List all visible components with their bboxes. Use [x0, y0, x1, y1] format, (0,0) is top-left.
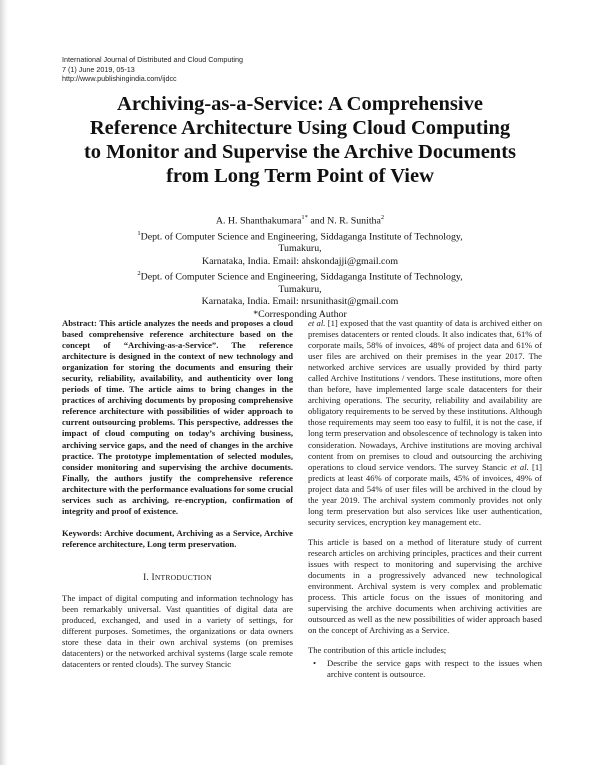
- right-paragraph-1: [308, 318, 542, 528]
- title-line-3: to Monitor and Supervise the Archive Documents: [83, 141, 516, 163]
- authors-block: [120, 212, 480, 321]
- page-edge-shadow: [0, 0, 8, 765]
- bullet-dot: •: [313, 658, 317, 669]
- citation-etal: et al.: [308, 318, 326, 328]
- right-paragraph-1-text: [1] exposed that the vast quantity of data is archived either on premises datacenters or rented clouds. It also indicates that, 61% of corporate mails, 58% of invoices, 48% of project data and 61% of user files are archived on their premises in the year 2017. The networked archive services are usually provided by third party called Archive Institutions / vendors. These institutions, more often than before, have implemented large scale datacenters for their archiving operations. The security, reliability and availability are obligatory requirements to be served by these institutions. Although those requirements may seem too easy to fulfil, it is not the case, if long term preservation and obsolescence of technology is taken into consideration. Nowadays, Archive institutions are moving archival content from on premises to cloud and outsourcing the archiving operations to cloud service vendors. The survey Stancic: [308, 318, 542, 472]
- affiliation-1-line-1: Dept. of Computer Science and Engineering, Siddaganga Institute of Technology, Tumakuru,: [140, 231, 463, 255]
- author-1-marker: 1*: [301, 214, 308, 221]
- affiliation-2: [120, 268, 480, 296]
- journal-name: International Journal of Distributed and Cloud Computing: [62, 55, 243, 64]
- author-1: A. H. Shanthakumara: [215, 215, 302, 227]
- intro-paragraph-1: The impact of digital computing and information technology has been remarkably universal. Vast quantities of digital data are produced, exchanged, and used in a variety of settings, for different purposes. Sometimes, the organizations or data owners store these data in their own archival systems (on premises datacenters) or the networked archival systems (large scale remote datacenters or rented clouds). The survey Stancic: [62, 592, 293, 670]
- section-heading-initial: I: [151, 572, 155, 583]
- section-number: I.: [143, 572, 152, 583]
- author-2-marker: 2: [380, 214, 385, 221]
- keywords: Keywords: Archive document, Archiving as a Service, Archive reference architecture, Long term preservation.: [62, 527, 293, 549]
- right-paragraph-1-end: [1] predicts at least 46% of corporate mails, 45% of invoices, 49% of project data and 54% of user files will be archived in the cloud by the year 2019. The archival system commonly provides not only long term preservation but also services like user authentication, security services, encryption key management etc.: [308, 461, 542, 527]
- affiliation-1-email: Karnataka, India. Email: ahskondajji@gmail.com: [201, 255, 399, 267]
- journal-issue: 7 (1) June 2019, 05-13: [62, 64, 135, 74]
- title-line-2: Reference Architecture Using Cloud Computing: [89, 117, 511, 139]
- right-paragraph-3: The contribution of this article includes;: [308, 645, 447, 656]
- affiliation-2-email: Karnataka, India. Email: nrsunithasit@gmail.com: [201, 296, 399, 308]
- affiliation-1-marker: 1: [137, 229, 141, 237]
- author-2: N. R. Sunitha: [327, 215, 381, 227]
- contribution-bullet-1: [308, 658, 542, 680]
- affiliation-1: [120, 228, 480, 256]
- right-column: [308, 318, 542, 680]
- left-column: [62, 318, 293, 678]
- author-names: [120, 212, 480, 228]
- author-and: and: [307, 215, 328, 227]
- affiliation-2-marker: 2: [137, 270, 141, 278]
- right-paragraph-2: This article is based on a method of literature study of current research articles on archiving principles, practices and their current issues with respect to monitoring and supervising the archive documents in a progressively advanced new technological environment. Archival system is very complex and problematic process. This article focus on the issues of monitoring and supervising the archive documents when archiving activities are outsourced as well as the new possibilities of wider approach based on the concept of Archiving as a Service.: [308, 536, 542, 636]
- citation-etal-2: et al.: [510, 461, 529, 472]
- journal-header: [62, 55, 243, 84]
- journal-url: http://www.publishingindia.com/ijdcc: [62, 74, 177, 84]
- abstract: Abstract: This article analyzes the needs and proposes a cloud based comprehensive reference architecture based on the concept of “Archiving-as-a-Service”. The reference architecture is designed in the context of new technology and organization for storing the documents and ensuring their security, reliability, availability, and authenticity over long periods of time. The article aims to bring changes in the practices of archiving documents by proposing comprehensive reference architecture with possibilities of wider approach to current outsourcing problems. This perspective, addresses the impact of cloud computing on today’s archiving business, archiving service gaps, and the need of changes in the archive practice. The prototype implementation of selected modules, consider monitoring and supervising the archive documents. Finally, the authors justify the comprehensive reference architecture with the performance evaluations for some crucial services such as archiving, re-encryption, confirmation of integrity and proof of existence.: [62, 318, 293, 516]
- paper-title: [40, 92, 560, 188]
- bullet-text: Describe the service gaps with respect to the issues when archive content is outsource.: [327, 658, 542, 680]
- section-heading-rest: NTRODUCTION: [154, 572, 212, 582]
- title-line-4: from Long Term Point of View: [166, 165, 434, 187]
- section-heading-introduction: [62, 572, 293, 584]
- title-line-1: Archiving-as-a-Service: A Comprehensive: [117, 93, 483, 115]
- affiliation-2-line-1: Dept. of Computer Science and Engineering, Siddaganga Institute of Technology, Tumakuru,: [140, 271, 463, 295]
- corresponding-author: *Corresponding Author: [253, 308, 347, 320]
